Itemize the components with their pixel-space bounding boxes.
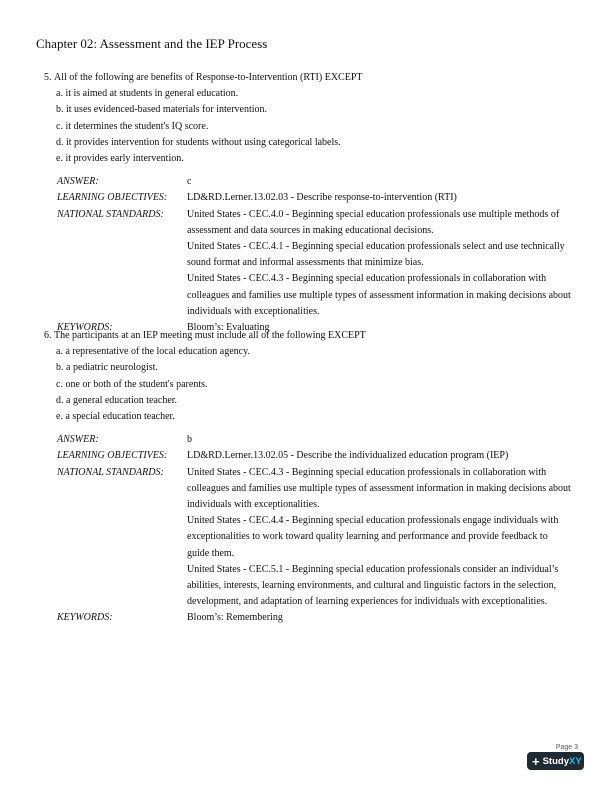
national-standards-list <box>187 465 572 611</box>
option-e: e. a special education teacher. <box>56 411 175 423</box>
question-text: All of the following are benefits of Response-to-Intervention (RTI) EXCEPT <box>54 72 363 83</box>
keywords-row <box>57 610 584 626</box>
keywords-value: Bloom’s: Remembering <box>187 612 283 624</box>
answer-row <box>57 174 584 190</box>
question-number: 5. <box>44 72 52 83</box>
answer-value: b <box>187 434 192 446</box>
question-metadata <box>57 174 584 336</box>
answer-value: c <box>187 176 192 188</box>
studyxy-logo[interactable] <box>527 752 584 770</box>
question-number: 6. <box>44 330 52 341</box>
learning-objectives-row <box>57 448 584 464</box>
option-b: b. it uses evidenced-based materials for intervention. <box>56 104 268 116</box>
question-metadata <box>57 432 584 626</box>
option-d: d. it provides intervention for students without using categorical labels. <box>56 136 341 148</box>
learning-objectives-row <box>57 190 584 206</box>
brand-word-study: Study <box>542 755 569 767</box>
learning-objectives-label: LEARNING OBJECTIVES: <box>57 192 168 204</box>
page-number: Page 3 <box>555 744 578 751</box>
national-standards-list <box>187 207 572 320</box>
answer-options <box>56 86 584 167</box>
standard-item: United States - CEC.4.4 - Beginning special education professionals engage individuals with exceptionalities to work toward quality learning and performance and provide feedback to guide them. <box>187 515 559 559</box>
learning-objectives-label: LEARNING OBJECTIVES: <box>57 450 168 462</box>
question-6 <box>44 328 584 627</box>
option-c: c. one or both of the student's parents. <box>56 378 208 390</box>
option-e: e. it provides early intervention. <box>56 153 184 165</box>
option-a: a. it is aimed at students in general education. <box>56 88 239 100</box>
standard-item: United States - CEC.4.1 - Beginning special education professionals select and use technically sound format and informal assessments that minimize bias. <box>187 241 565 269</box>
national-standards-row <box>57 465 584 611</box>
brand-word-xy: XY <box>568 755 582 767</box>
question-text: The participants at an IEP meeting must include all of the following EXCEPT <box>54 330 366 341</box>
national-standards-row <box>57 207 584 320</box>
standard-item: United States - CEC.4.0 - Beginning special education professionals use multiple methods of assessment and data sources in making educational decisions. <box>187 208 560 236</box>
plus-icon: + <box>532 753 540 769</box>
answer-label: ANSWER: <box>57 176 99 188</box>
learning-objectives-value: LD&RD.Lerner.13.02.05 - Describe the individualized education program (IEP) <box>187 450 509 462</box>
standard-item: United States - CEC.4.3 - Beginning special education professionals in collaboration with colleagues and families use multiple types of assessment information in making decisions about individuals with exceptionalities. <box>187 466 571 511</box>
option-c: c. it determines the student's IQ score. <box>56 120 209 132</box>
keywords-label: KEYWORDS: <box>57 612 113 624</box>
standard-item: United States - CEC.5.1 - Beginning special education professionals consider an individual’s abilities, interests, learning environments, and cultural and linguistic factors in the selection, development, and adaptation of learning experiences for individuals with exceptionalities. <box>187 563 559 608</box>
keywords-label: KEYWORDS: <box>57 322 113 334</box>
answer-label: ANSWER: <box>57 434 99 446</box>
national-standards-label: NATIONAL STANDARDS: <box>57 208 164 220</box>
answer-options <box>56 344 584 425</box>
option-b: b. a pediatric neurologist. <box>56 362 158 374</box>
question-stem <box>44 70 584 86</box>
standard-item: United States - CEC.4.3 - Beginning special education professionals in collaboration with colleagues and families use multiple types of assessment information in making decisions about individuals with exceptionalities. <box>187 273 571 317</box>
answer-row <box>57 432 584 448</box>
option-d: d. a general education teacher. <box>56 394 178 406</box>
chapter-title: Chapter 02: Assessment and the IEP Process <box>36 36 268 51</box>
question-stem <box>44 328 584 344</box>
national-standards-label: NATIONAL STANDARDS: <box>57 466 164 478</box>
learning-objectives-value: LD&RD.Lerner.13.02.03 - Describe response-to-intervention (RTI) <box>187 192 457 204</box>
option-a: a. a representative of the local education agency. <box>56 346 250 358</box>
question-5 <box>44 70 584 336</box>
keywords-value: Bloom’s: Evaluating <box>187 322 270 334</box>
